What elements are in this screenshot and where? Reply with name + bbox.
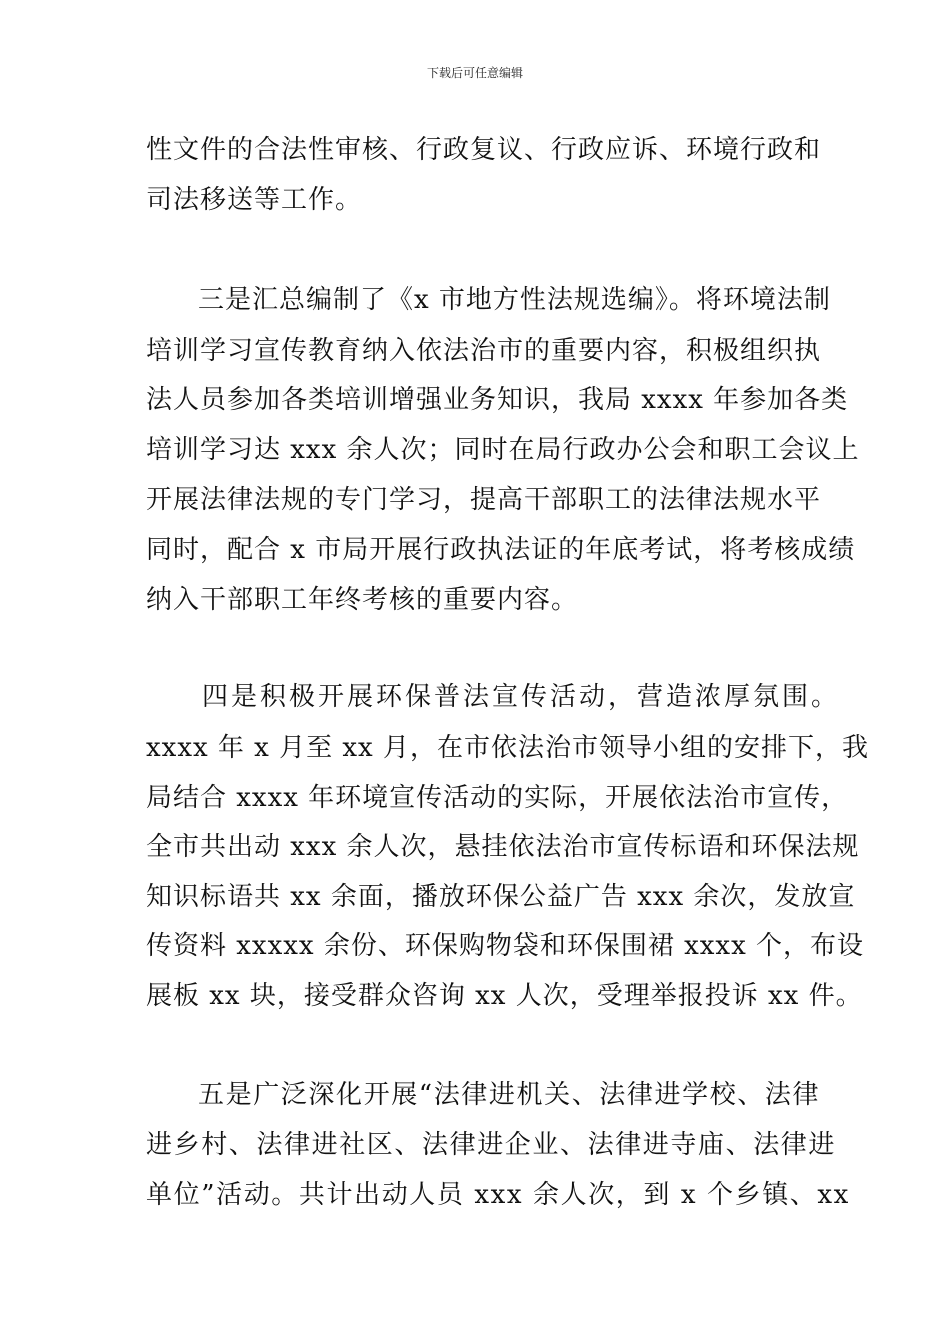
text-line: 法人员参加各类培训增强业务知识，我局 xxxx 年参加各类 (146, 385, 849, 415)
text-line: 四是积极开展环保普法宣传活动，营造浓厚氛围。 (202, 682, 841, 712)
text-line: 三是汇总编制了《x 市地方性法规选编》。将环境法制 (198, 285, 831, 315)
text-line: 全市共出动 xxx 余人次，悬挂依法治市宣传标语和环保法规 (146, 832, 860, 862)
text-line: 司法移送等工作。 (146, 185, 363, 215)
text-line: 性文件的合法性审核、行政复议、行政应诉、环境行政和 (146, 135, 822, 165)
text-line: xxxx 年 x 月至 xx 月，在市依法治市领导小组的安排下，我 (146, 733, 869, 763)
text-line: 展板 xx 块，接受群众咨询 xx 人次，受理举报投诉 xx 件。 (146, 981, 863, 1011)
text-line: 同时，配合 x 市局开展行政执法证的年底考试，将考核成绩 (146, 535, 856, 565)
text-line: 进乡村、法律进社区、法律进企业、法律进寺庙、法律进 (146, 1130, 837, 1160)
text-line: 培训学习达 xxx 余人次；同时在局行政办公会和职工会议上 (146, 435, 860, 465)
text-line: 五是广泛深化开展“法律进机关、法律进学校、法律 (198, 1080, 821, 1110)
text-line: 局结合 xxxx 年环境宣传活动的实际，开展依法治市宣传， (146, 783, 849, 813)
text-line: 纳入干部职工年终考核的重要内容。 (146, 585, 579, 615)
page-header-note: 下载后可任意编辑 (426, 66, 523, 80)
text-line: 知识标语共 xx 余面，播放环保公益广告 xxx 余次，发放宣 (146, 882, 856, 912)
text-line: 传资料 xxxxx 余份、环保购物袋和环保围裙 xxxx 个，布设 (146, 931, 865, 961)
text-line: 开展法律法规的专门学习，提高干部职工的法律法规水平 (146, 485, 822, 515)
text-line: 培训学习宣传教育纳入依法治市的重要内容，积极组织执 (146, 336, 822, 366)
text-line: 单位”活动。共计出动人员 xxx 余人次，到 x 个乡镇、xx (146, 1180, 850, 1210)
